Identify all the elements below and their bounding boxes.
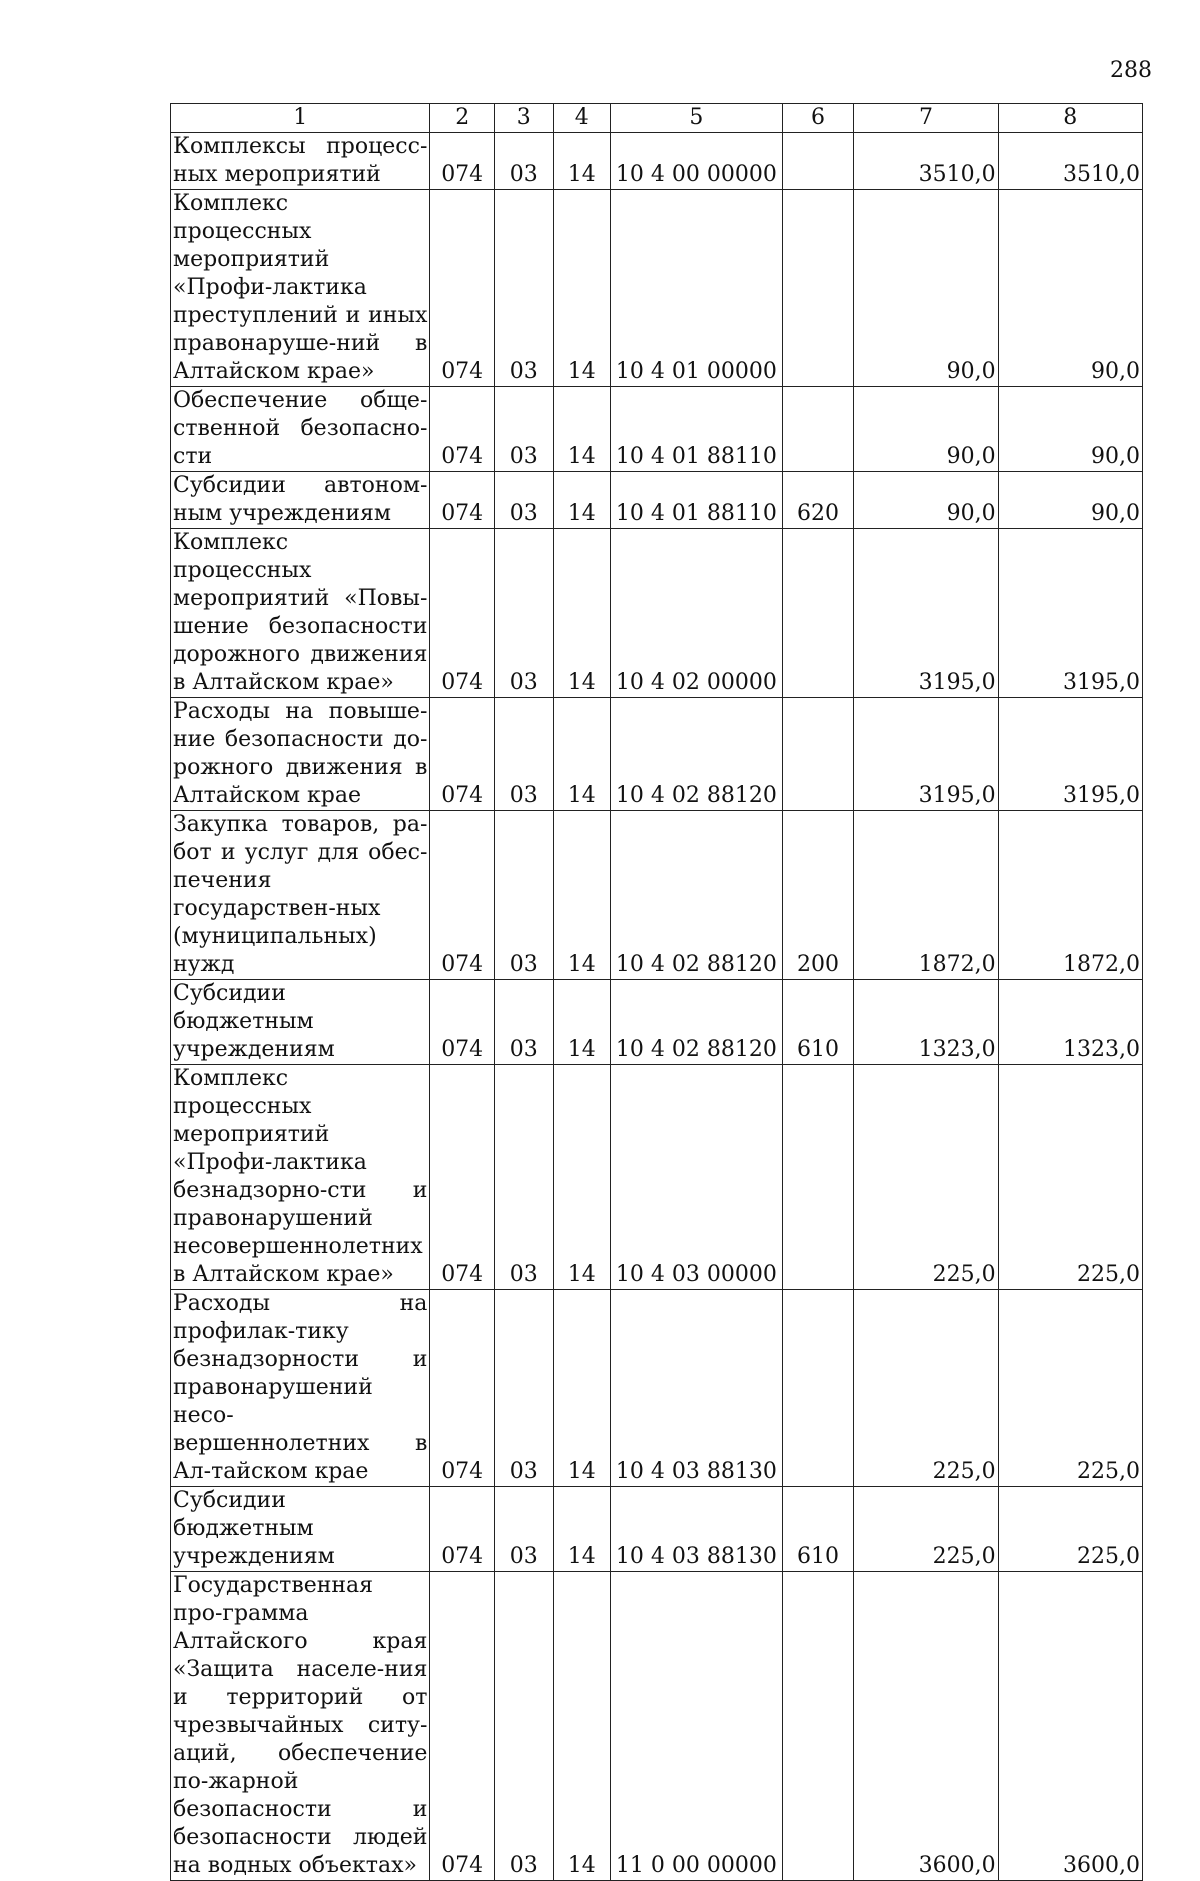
section-cell: 03 (494, 1065, 553, 1290)
subsection-cell: 14 (553, 1065, 611, 1290)
target-article-cell: 10 4 02 00000 (611, 529, 783, 698)
amount-year2-cell: 90,0 (998, 190, 1142, 387)
subsection-cell: 14 (553, 980, 611, 1065)
table-row (171, 387, 1143, 472)
admin-code-cell: 074 (430, 133, 495, 190)
expense-type-cell (782, 1065, 854, 1290)
section-cell: 03 (494, 1290, 553, 1487)
row-description: Комплексы процесс-ных мероприятий (171, 133, 430, 190)
admin-code-cell: 074 (430, 529, 495, 698)
amount-year2-cell: 225,0 (998, 1065, 1142, 1290)
header-row (171, 104, 1143, 133)
target-article-cell: 10 4 03 88130 (611, 1290, 783, 1487)
expense-type-cell: 610 (782, 1487, 854, 1572)
amount-year2-cell: 3195,0 (998, 529, 1142, 698)
row-description: Государственная про-грамма Алтайского края «Защита населе-ния и территорий от чрезвычайных ситу-аций, обеспечение по-жарной безопасности и безопасности людей на водных объектах» (171, 1572, 430, 1881)
subsection-cell: 14 (553, 387, 611, 472)
amount-year1-cell: 225,0 (854, 1065, 998, 1290)
table-row (171, 1572, 1143, 1881)
amount-year2-cell: 225,0 (998, 1290, 1142, 1487)
target-article-cell: 10 4 02 88120 (611, 980, 783, 1065)
amount-year1-cell: 3195,0 (854, 529, 998, 698)
section-cell: 03 (494, 529, 553, 698)
subsection-cell: 14 (553, 698, 611, 811)
target-article-cell: 10 4 02 88120 (611, 698, 783, 811)
target-article-cell: 10 4 01 00000 (611, 190, 783, 387)
amount-year1-cell: 3510,0 (854, 133, 998, 190)
amount-year1-cell: 1872,0 (854, 811, 998, 980)
row-description: Обеспечение обще-ственной безопасно-сти (171, 387, 430, 472)
table-row (171, 811, 1143, 980)
admin-code-cell: 074 (430, 1065, 495, 1290)
section-cell: 03 (494, 811, 553, 980)
row-description: Расходы на профилак-тику безнадзорности и правонарушений несо-вершеннолетних в Ал-тайском крае (171, 1290, 430, 1487)
column-header: 6 (782, 104, 854, 133)
expense-type-cell: 620 (782, 472, 854, 529)
row-description: Расходы на повыше-ние безопасности до-рожного движения в Алтайском крае (171, 698, 430, 811)
admin-code-cell: 074 (430, 698, 495, 811)
table-row (171, 1487, 1143, 1572)
target-article-cell: 10 4 03 00000 (611, 1065, 783, 1290)
row-description: Комплекс процессных мероприятий «Профи-лактика безнадзорно-сти и правонарушений несовершеннолетних в Алтайском крае» (171, 1065, 430, 1290)
amount-year1-cell: 90,0 (854, 387, 998, 472)
target-article-cell: 10 4 01 88110 (611, 472, 783, 529)
expense-type-cell (782, 133, 854, 190)
admin-code-cell: 074 (430, 980, 495, 1065)
subsection-cell: 14 (553, 1290, 611, 1487)
column-header: 7 (854, 104, 998, 133)
subsection-cell: 14 (553, 811, 611, 980)
row-description: Комплекс процессных мероприятий «Профи-лактика преступлений и иных правонаруше-ний в Алтайском крае» (171, 190, 430, 387)
amount-year2-cell: 90,0 (998, 472, 1142, 529)
amount-year1-cell: 3600,0 (854, 1572, 998, 1881)
target-article-cell: 10 4 02 88120 (611, 811, 783, 980)
section-cell: 03 (494, 698, 553, 811)
amount-year2-cell: 1872,0 (998, 811, 1142, 980)
table-row (171, 980, 1143, 1065)
row-description: Закупка товаров, ра-бот и услуг для обес-печения государствен-ных (муниципальных) нужд (171, 811, 430, 980)
target-article-cell: 11 0 00 00000 (611, 1572, 783, 1881)
admin-code-cell: 074 (430, 387, 495, 472)
section-cell: 03 (494, 387, 553, 472)
expense-type-cell (782, 1290, 854, 1487)
expense-type-cell (782, 387, 854, 472)
table-row (171, 133, 1143, 190)
subsection-cell: 14 (553, 529, 611, 698)
subsection-cell: 14 (553, 472, 611, 529)
table-row (171, 1290, 1143, 1487)
admin-code-cell: 074 (430, 1487, 495, 1572)
column-header: 4 (553, 104, 611, 133)
section-cell: 03 (494, 472, 553, 529)
amount-year2-cell: 3510,0 (998, 133, 1142, 190)
admin-code-cell: 074 (430, 1572, 495, 1881)
table-row (171, 190, 1143, 387)
amount-year2-cell: 1323,0 (998, 980, 1142, 1065)
target-article-cell: 10 4 01 88110 (611, 387, 783, 472)
amount-year2-cell: 3600,0 (998, 1572, 1142, 1881)
column-header: 3 (494, 104, 553, 133)
table-body (171, 133, 1143, 1881)
table-row (171, 472, 1143, 529)
expense-type-cell (782, 529, 854, 698)
expense-type-cell (782, 1572, 854, 1881)
admin-code-cell: 074 (430, 472, 495, 529)
amount-year1-cell: 90,0 (854, 190, 998, 387)
column-header: 1 (171, 104, 430, 133)
expense-type-cell (782, 698, 854, 811)
section-cell: 03 (494, 133, 553, 190)
column-header: 8 (998, 104, 1142, 133)
target-article-cell: 10 4 00 00000 (611, 133, 783, 190)
subsection-cell: 14 (553, 133, 611, 190)
section-cell: 03 (494, 980, 553, 1065)
section-cell: 03 (494, 190, 553, 387)
column-header: 5 (611, 104, 783, 133)
amount-year1-cell: 225,0 (854, 1487, 998, 1572)
expense-type-cell (782, 190, 854, 387)
row-description: Субсидии бюджетным учреждениям (171, 980, 430, 1065)
admin-code-cell: 074 (430, 811, 495, 980)
amount-year1-cell: 90,0 (854, 472, 998, 529)
amount-year1-cell: 1323,0 (854, 980, 998, 1065)
column-header: 2 (430, 104, 495, 133)
section-cell: 03 (494, 1487, 553, 1572)
amount-year2-cell: 225,0 (998, 1487, 1142, 1572)
row-description: Субсидии бюджетным учреждениям (171, 1487, 430, 1572)
table-row (171, 698, 1143, 811)
subsection-cell: 14 (553, 1487, 611, 1572)
admin-code-cell: 074 (430, 1290, 495, 1487)
row-description: Субсидии автоном-ным учреждениям (171, 472, 430, 529)
amount-year2-cell: 90,0 (998, 387, 1142, 472)
page-number: 288 (1110, 58, 1152, 83)
amount-year1-cell: 225,0 (854, 1290, 998, 1487)
section-cell: 03 (494, 1572, 553, 1881)
table-row (171, 529, 1143, 698)
expense-type-cell: 200 (782, 811, 854, 980)
amount-year2-cell: 3195,0 (998, 698, 1142, 811)
admin-code-cell: 074 (430, 190, 495, 387)
expense-type-cell: 610 (782, 980, 854, 1065)
subsection-cell: 14 (553, 190, 611, 387)
subsection-cell: 14 (553, 1572, 611, 1881)
amount-year1-cell: 3195,0 (854, 698, 998, 811)
row-description: Комплекс процессных мероприятий «Повы-шение безопасности дорожного движения в Алтайском крае» (171, 529, 430, 698)
budget-table (170, 103, 1143, 1881)
table-row (171, 1065, 1143, 1290)
target-article-cell: 10 4 03 88130 (611, 1487, 783, 1572)
